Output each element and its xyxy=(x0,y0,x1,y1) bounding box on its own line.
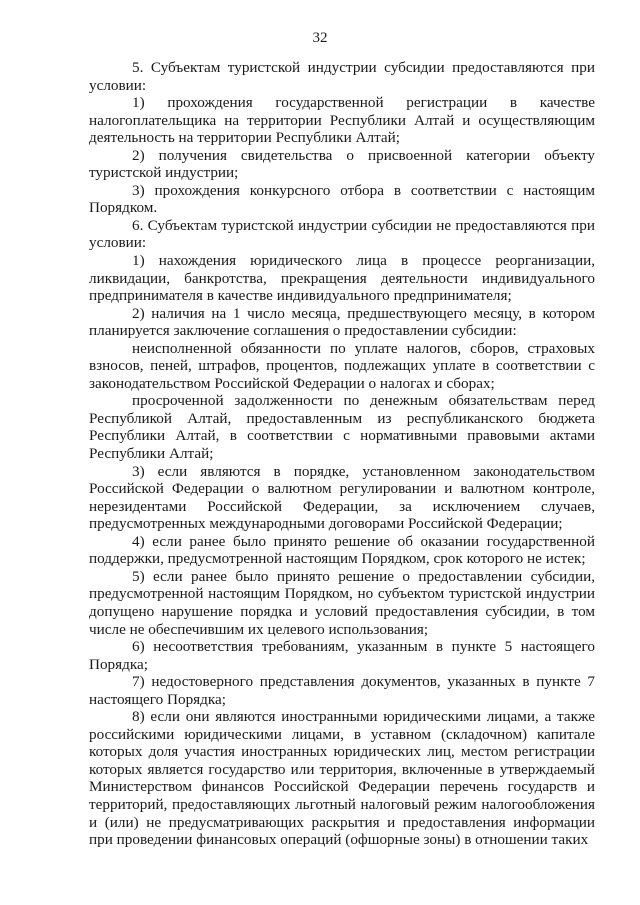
paragraph-6-item-4: 4) если ранее было принято решение об оказании государственной поддержки, предусмотренной настоящим Порядком, срок которого не истек; xyxy=(89,532,595,568)
paragraph-6-item-3: 3) если являются в порядке, установленном законодательством Российской Федерации о валютном регулировании и валютном контроле, нерезидентами Российской Федерации, за исключением случаев, предусмотренных международными договорами Российской Федерации; xyxy=(89,462,595,533)
paragraph-6-item-6: 6) несоответствия требованиям, указанным в пункте 5 настоящего Порядка; xyxy=(89,638,595,673)
paragraph-6-item-1: 1) нахождения юридического лица в процессе реорганизации, ликвидации, банкротства, прекращения деятельности индивидуального предпринимателя в качестве индивидуального предпринимателя; xyxy=(89,252,595,305)
paragraph-6: 6. Субъектам туристской индустрии субсидии не предоставляются при условии: xyxy=(89,216,595,252)
paragraph-6-item-5: 5) если ранее было принято решение о предоставлении субсидии, предусмотренной настоящим Порядком, но субъектом туристской индустрии допущено нарушение порядка и условий предоставления субсидии, в том числе не обеспечившим их целевого использования; xyxy=(89,567,595,638)
paragraph-5-item-2: 2) получения свидетельства о присвоенной категории объекту туристской индустрии; xyxy=(89,146,595,182)
paragraph-6-item-8: 8) если они являются иностранными юридическими лицами, а также российскими юридическими лицами, в уставном (складочном) капитале которых доля участия иностранных юридических лиц, местом регистрации которых является государство или территория, включенные в утверждаемый Министерством финансов Российской Федерации перечень государств и территорий, предоставляющих льготный налоговый режим налогообложения и (или) не предусматривающих раскрытия и предоставления информации при проведении финансовых операций (офшорные зоны) в отношении таких xyxy=(89,708,595,849)
page-number: 32 xyxy=(312,30,328,46)
paragraph-6-item-2: 2) наличия на 1 число месяца, предшествующего месяцу, в котором планируется заключение соглашения о предоставлении субсидии: xyxy=(89,304,595,340)
document-body xyxy=(89,59,595,849)
paragraph-6-item-2-sub-1: неисполненной обязанности по уплате налогов, сборов, страховых взносов, пеней, штрафов, процентов, подлежащих уплате в соответствии с законодательством Российской Федерации о налогах и сборах; xyxy=(89,339,595,392)
paragraph-5-item-1: 1) прохождения государственной регистрации в качестве налогоплательщика на территории Республики Алтай и осуществляющим деятельность на территории Республики Алтай; xyxy=(89,94,595,147)
paragraph-6-item-7: 7) недостоверного представления документов, указанных в пункте 7 настоящего Порядка; xyxy=(89,673,595,708)
paragraph-5: 5. Субъектам туристской индустрии субсидии предоставляются при условии: xyxy=(89,59,595,94)
paragraph-5-item-3: 3) прохождения конкурсного отбора в соответствии с настоящим Порядком. xyxy=(89,181,595,217)
paragraph-6-item-2-sub-2: просроченной задолженности по денежным обязательствам перед Республикой Алтай, предоставленным из республиканского бюджета Республики Алтай, в соответствии с нормативными правовыми актами Республики Алтай; xyxy=(89,392,595,463)
